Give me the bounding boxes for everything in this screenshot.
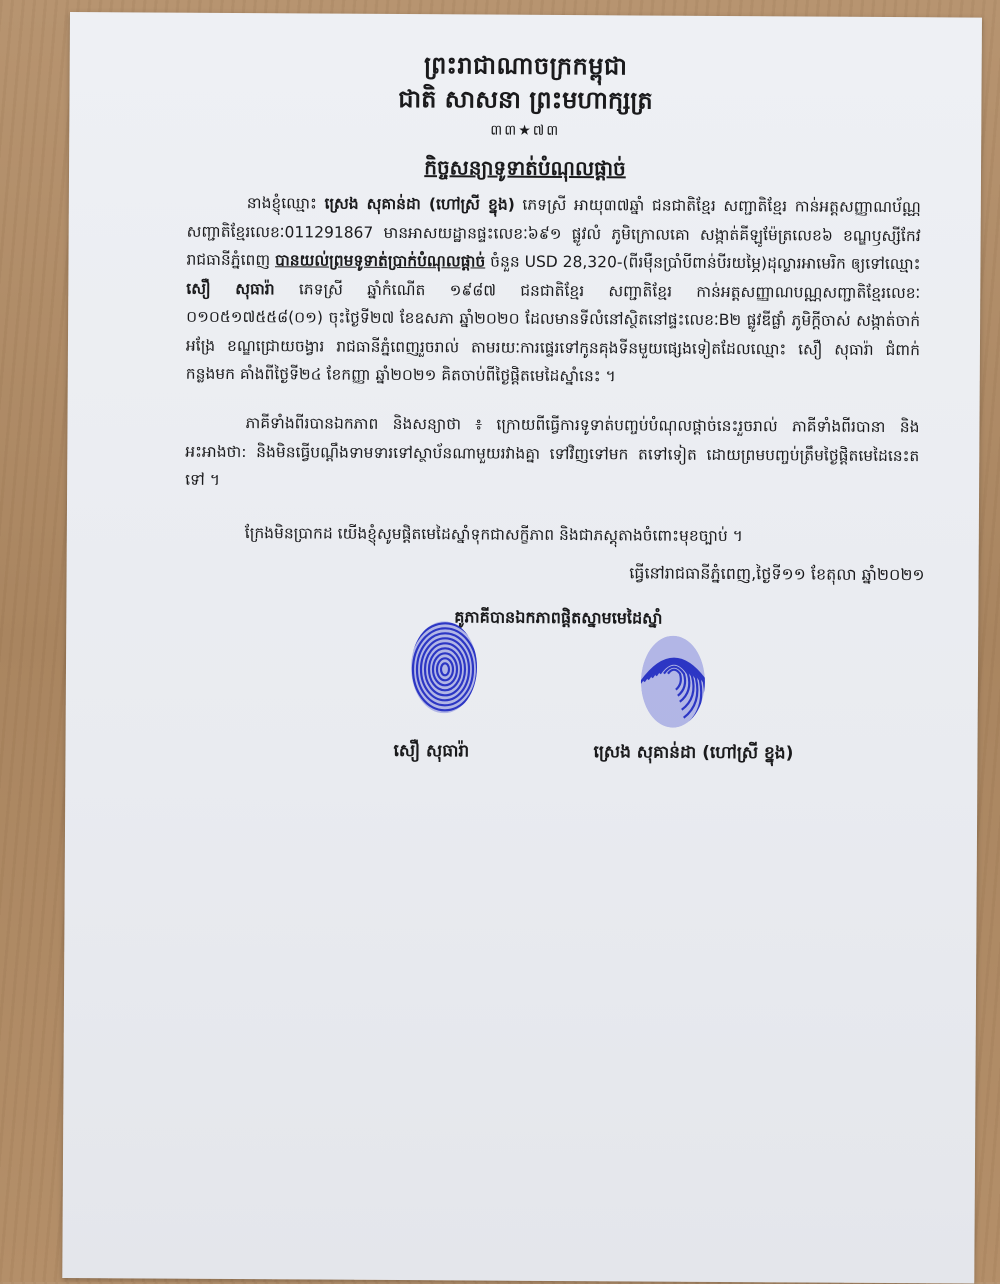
paragraph-agreement bbox=[186, 189, 921, 393]
debtor-name: ស្រេង សុគាន់ដា (ហៅស្រី ខ្នុង) bbox=[324, 194, 515, 214]
paragraph-text: ភាគីទាំងពីរបានឯកភាព និងសន្យាថា ៖ ក្រោយពីធ្វើការទូទាត់បញ្ចប់បំណុលផ្តាច់នេះរួចរាល់ ភាគីទាំងពីរបានា និងអះអាងថា: និងមិនធ្វើបណ្តឹងទាមទារទៅស្ថាប័នណាមួយរវាងគ្នា ទៅវិញទៅមក តទៅទៀត ដោយព្រមបញ្ចប់ត្រឹមថ្ងៃផ្តិតមេដៃនេះតទៅ ។ bbox=[185, 414, 920, 489]
creditor-name: សឿ សុធារ៉ា bbox=[186, 279, 275, 298]
national-motto: ជាតិ សាសនា ព្រះមហាក្សត្រ bbox=[398, 85, 653, 115]
signatory-left-name: សឿ សុធារ៉ា bbox=[393, 740, 470, 762]
paragraph-text: ភេទស្រី អាយុ៣៧ឆ្នាំ ជនជាតិខ្មែរ សញ្ជាតិខ្មែរ កាន់អត្តសញ្ញាណប័ណ្ណសញ្ជាតិខ្មែរលេខៈ011291867 មានអាសយដ្ឋានផ្ទះលេខៈ៦៩១ ផ្លូវលំ ភូមិក្រោលគោ សង្កាត់គីឡូម៉ែត្រលេខ៦ ខណ្ឌឫស្សីកែវ រាជធានីភ្នំពេញ bbox=[186, 195, 921, 270]
paragraph-closing bbox=[185, 519, 919, 552]
paragraph-text: ក្រែងមិនប្រាកដ យើងខ្ញុំសូមផ្តិតមេដៃស្នាំទុកជាសក្ខីភាព និងជាភស្តុតាងចំពោះមុខច្បាប់ ។ bbox=[244, 524, 743, 546]
ornament-divider: ៣៣★៧៣ bbox=[490, 122, 561, 139]
paragraph-text: ចំនួន USD 28,320-(ពីរម៉ឺនប្រាំបីពាន់បីរយម្ភៃ)ដុល្លារអាមេរិក ឲ្យទៅឈ្មោះ bbox=[485, 252, 921, 274]
signatory-right-name: ស្រេង សុគាន់ដា (ហៅស្រី ខ្នុង) bbox=[593, 742, 794, 764]
date-line: ធ្វើនៅរាជធានីភ្នំពេញ,ថ្ងៃទី១១ ខែតុលា ឆ្នាំ២០២១ bbox=[629, 563, 925, 585]
document-page bbox=[62, 12, 982, 1284]
paragraph-terms bbox=[185, 409, 920, 499]
kingdom-heading: ព្រះរាជាណាចក្រកម្ពុជា bbox=[423, 51, 628, 81]
document-title: កិច្ចសន្យាទូទាត់បំណុលផ្តាច់ bbox=[424, 155, 626, 181]
paragraph-lead: នាងខ្ញុំឈ្មោះ bbox=[246, 194, 325, 213]
paragraph-text: ភេទស្រី ឆ្នាំកំណើត ១៩៨៧ ជនជាតិខ្មែរ សញ្ជាតិខ្មែរ កាន់អត្តសញ្ញាណបណ្ណសញ្ជាតិខ្មែរលេខៈ ០១០៥១៧៥៥៨(០១) ចុះថ្ងៃទី២៧ ខែឧសភា ឆ្នាំ២០២០ ដែលមានទីលំនៅស្ថិតនៅផ្ទះលេខៈB២ ផ្លូវឌីផ្លាំ ភូមិក្តីចាស់ សង្កាត់ចាក់អង្រែ ខណ្ឌជ្រោយចង្វារ រាជធានីភ្នំពេញរួចរាល់ តាមរយៈការផ្ទេរទៅកូនគុងទីនមួយផ្សេងទៀតដែលឈ្មោះ សឿ សុធារ៉ា ជំពាក់កន្លងមក គាំងពីថ្ងៃទី២៤ ខែកញ្ញា ឆ្នាំ២០២១ គិតចាប់ពីថ្ងៃផ្តិតមេដៃស្នាំនេះ ។ bbox=[185, 279, 921, 386]
fingerprint-right bbox=[638, 633, 709, 729]
fingerprint-left bbox=[409, 619, 480, 715]
agreement-clause: បានយល់ព្រមទូទាត់ប្រាក់បំណុលផ្តាច់ bbox=[275, 251, 486, 271]
parties-label: គូភាគីបានឯកភាពផ្តិតស្នាមមេដៃស្នាំ bbox=[454, 607, 663, 628]
